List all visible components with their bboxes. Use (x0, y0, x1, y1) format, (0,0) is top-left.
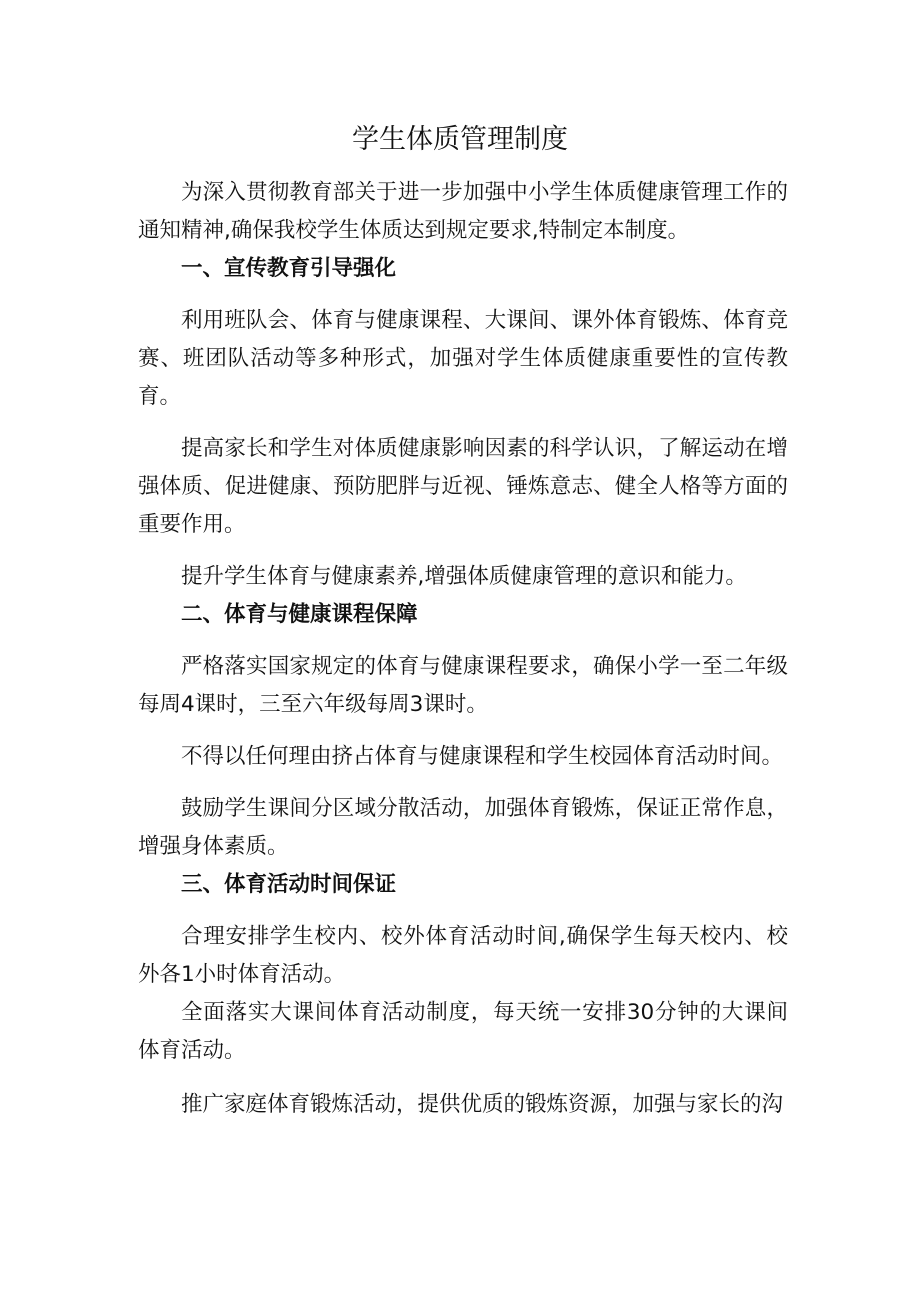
section-1-paragraph-1: 利用班队会、体育与健康课程、大课间、课外体育锻炼、体育竞赛、班团队活动等多种形式，加强对学生体质健康重要性的宣传教育。 (138, 308, 788, 409)
document-body (138, 174, 788, 1124)
section-2-heading: 二、体育与健康课程保障 (181, 602, 418, 627)
intro-paragraph: 为深入贯彻教育部关于进一步加强中小学生体质健康管理工作的通知精神,确保我校学生体质达到规定要求,特制定本制度。 (138, 180, 788, 243)
document-title: 学生体质管理制度 (352, 124, 568, 155)
section-1-paragraph-3: 提升学生体育与健康素养,增强体质健康管理的意识和能力。 (181, 564, 747, 589)
section-2-paragraph-1: 严格落实国家规定的体育与健康课程要求，确保小学一至二年级每周4课时，三至六年级每周3课时。 (138, 654, 788, 717)
section-3-paragraph-2: 全面落实大课间体育活动制度，每天统一安排30分钟的大课间体育活动。 (138, 1000, 788, 1063)
section-3-paragraph-3: 推广家庭体育锻炼活动，提供优质的锻炼资源，加强与家长的沟 (181, 1092, 784, 1117)
section-2-paragraph-3: 鼓励学生课间分区域分散活动，加强体育锻炼，保证正常作息，增强身体素质。 (138, 796, 788, 859)
section-3-paragraph-1: 合理安排学生校内、校外体育活动时间,确保学生每天校内、校外各1小时体育活动。 (138, 924, 788, 987)
section-2-paragraph-2: 不得以任何理由挤占体育与健康课程和学生校园体育活动时间。 (181, 744, 784, 769)
section-3-heading: 三、体育活动时间保证 (181, 872, 397, 897)
section-1-heading: 一、宣传教育引导强化 (181, 256, 397, 281)
section-1-paragraph-2: 提高家长和学生对体质健康影响因素的科学认识，了解运动在增强体质、促进健康、预防肥胖与近视、锤炼意志、健全人格等方面的重要作用。 (138, 436, 788, 537)
